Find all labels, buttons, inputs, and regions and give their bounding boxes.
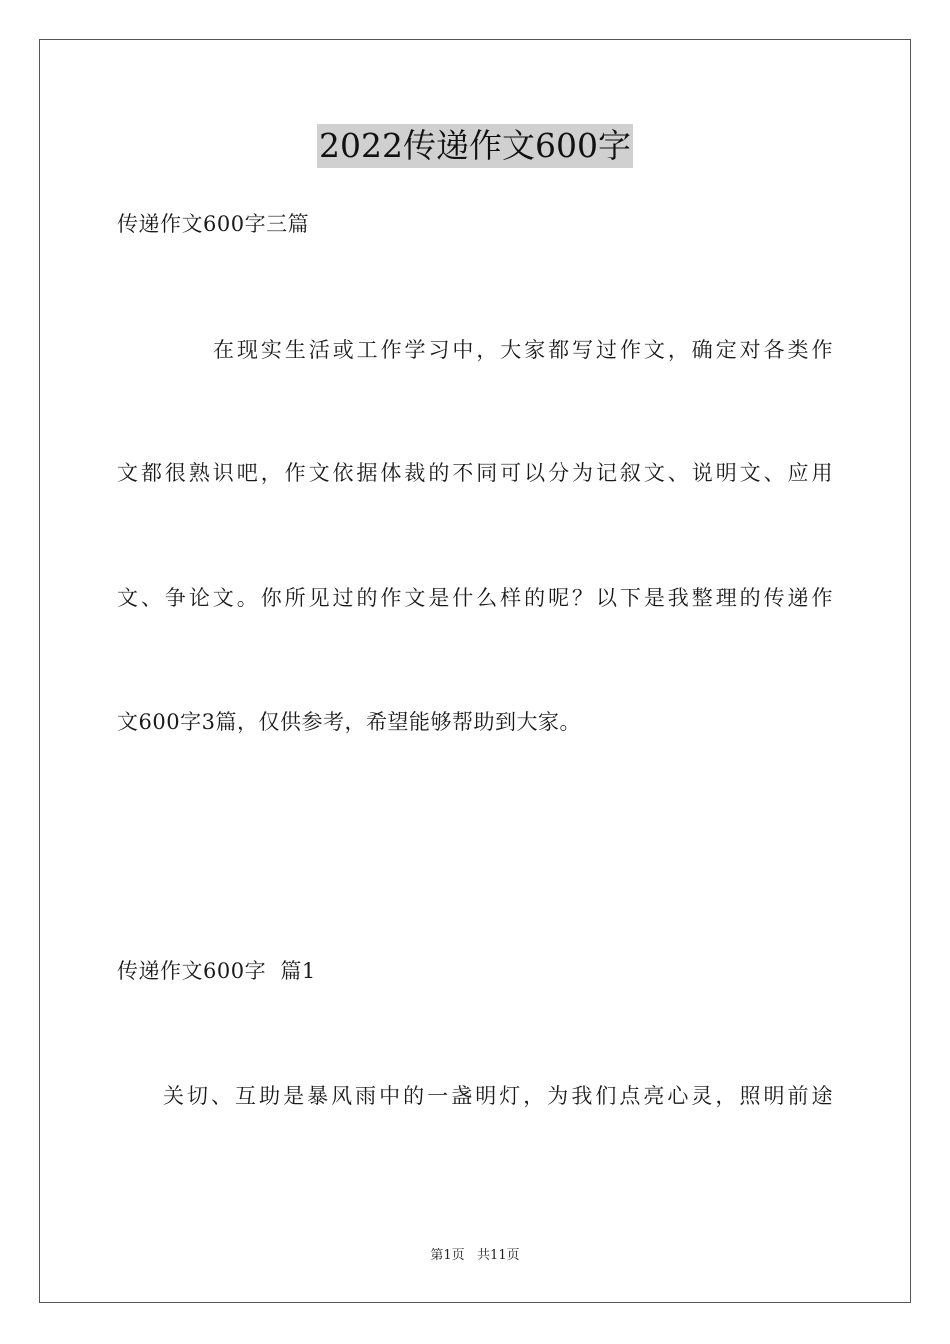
paragraph-line: 关切、互助是暴风雨中的一盏明灯，为我们点亮心灵，照明前途 — [163, 1084, 833, 1108]
title-container — [0, 124, 950, 168]
document-title: 2022传递作文600字 — [317, 124, 633, 168]
paragraph-line: 文、争论文。你所见过的作文是什么样的呢？以下是我整理的传递作 — [117, 586, 833, 610]
section-heading: 传递作文600字 篇1 — [117, 959, 316, 983]
paragraph-line: 文都很熟识吧，作文依据体裁的不同可以分为记叙文、说明文、应用 — [117, 461, 833, 485]
page-footer: 第1页 共11页 — [430, 1248, 520, 1263]
document-subtitle: 传递作文600字三篇 — [117, 212, 310, 236]
paragraph-line: 在现实生活或工作学习中，大家都写过作文，确定对各类作 — [213, 338, 833, 362]
paragraph-line: 文600字3篇，仅供参考，希望能够帮助到大家。 — [117, 710, 581, 734]
